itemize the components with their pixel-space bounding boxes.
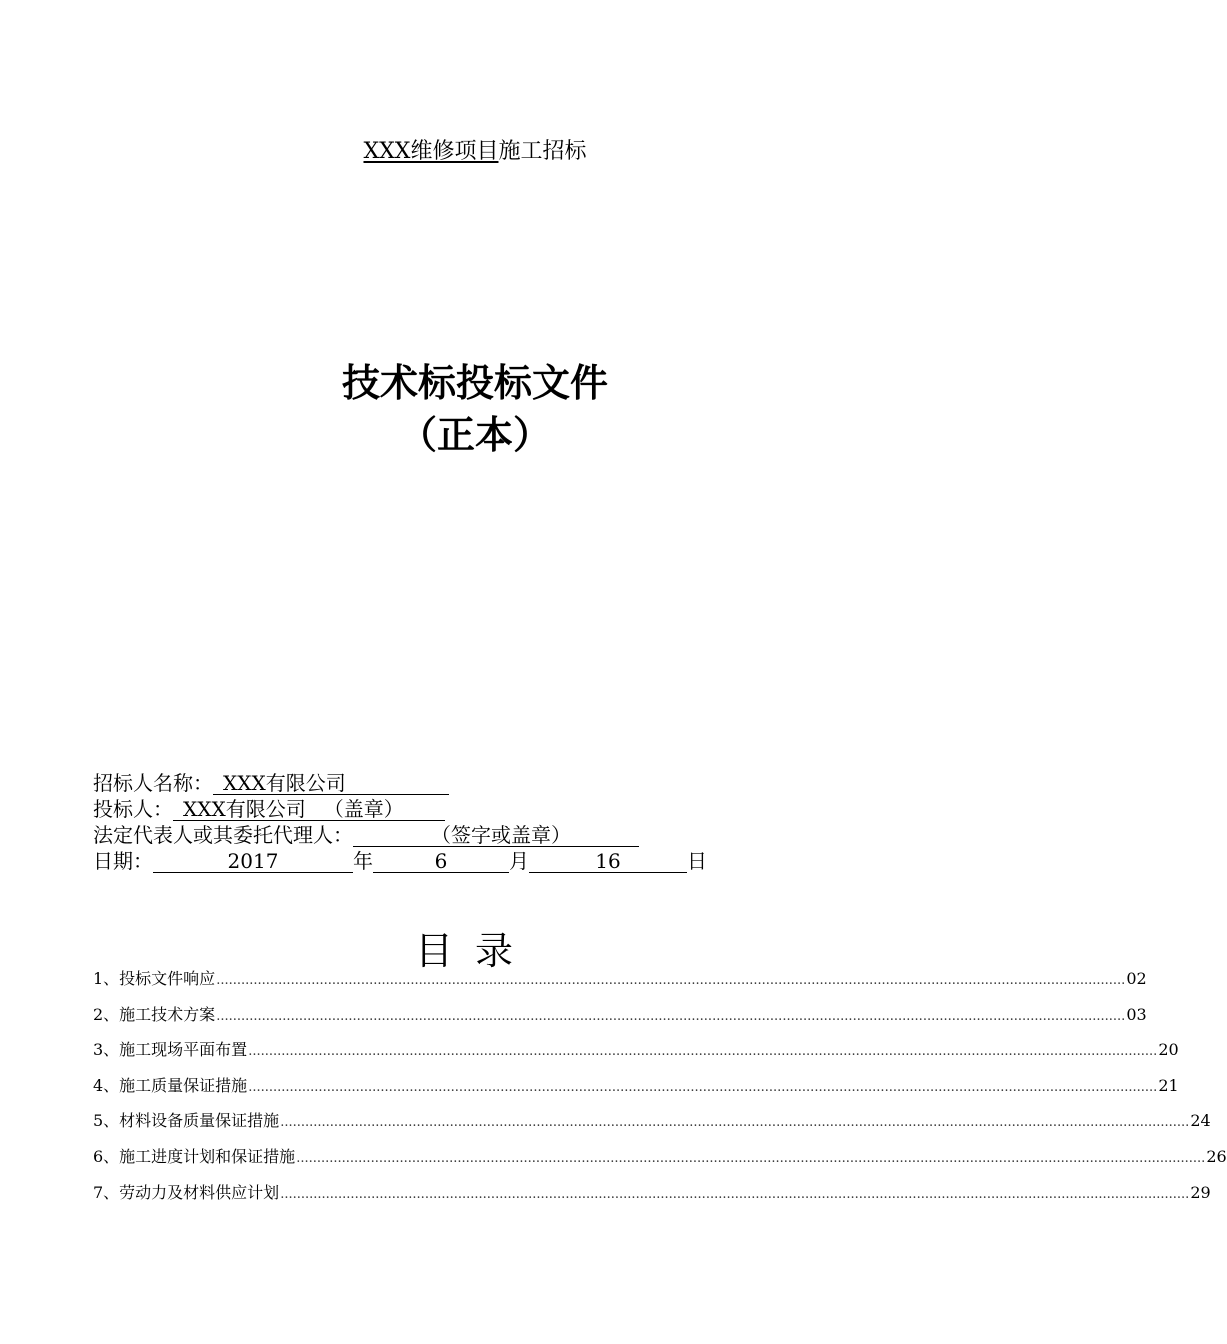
toc-leader-dots: ............................................................................................................................................................................................................................ [216,1008,1126,1024]
toc-item[interactable] [93,966,1147,1002]
representative-field [353,824,639,847]
date-line [93,848,707,874]
year-unit: 年 [353,849,373,873]
toc-item-label: 3、施工现场平面布置 [93,1040,248,1060]
bidder-line [93,796,445,822]
project-name: XXX维修项目 [363,139,499,164]
project-subtitle [0,134,950,165]
toc-item[interactable] [93,1108,1211,1144]
bidder-value: XXX有限公司 [183,797,306,821]
bidder-label: 投标人： [93,797,173,821]
toc-item-label: 1、投标文件响应 [93,969,216,988]
toc-item[interactable] [93,1002,1147,1038]
toc-leader-dots: ............................................................................................................................................................................................................................ [248,1044,1158,1060]
toc-leader-dots: ............................................................................................................................................................................................................................ [248,1079,1158,1095]
month-unit: 月 [509,849,529,873]
bidder-seal-note: （盖章） [323,797,404,821]
toc-title: 目录 [414,929,535,973]
toc-item-label: 2、施工技术方案 [93,1004,216,1024]
project-suffix: 施工招标 [498,139,587,164]
toc-item[interactable] [93,1073,1179,1109]
toc-item-label: 5、材料设备质量保证措施 [93,1111,280,1131]
day-value: 16 [595,849,621,873]
toc-leader-dots: ............................................................................................................................................................................................................................ [216,973,1126,988]
toc-list [93,966,1227,1215]
toc-item-page: 24 [1190,1111,1211,1131]
representative-line [93,822,639,848]
toc-item-page: 21 [1158,1075,1179,1095]
tenderee-value: XXX有限公司 [223,771,346,795]
representative-value: （签字或盖章） [431,823,571,847]
day-unit: 日 [687,849,707,873]
toc-leader-dots: ............................................................................................................................................................................................................................ [280,1115,1190,1131]
day-field [529,850,687,873]
year-value: 2017 [227,849,279,873]
toc-leader-dots: ............................................................................................................................................................................................................................ [280,1186,1190,1202]
copy-type-label: （正本） [398,413,551,457]
document-title: 技术标投标文件 [341,361,608,405]
tenderee-line [93,770,449,796]
tenderee-label: 招标人名称： [93,771,213,795]
tenderee-field [213,772,449,795]
month-field [373,850,509,873]
toc-item[interactable] [93,1037,1179,1073]
toc-item[interactable] [93,1144,1227,1180]
toc-item[interactable] [93,1180,1211,1216]
toc-leader-dots: ............................................................................................................................................................................................................................ [296,1150,1206,1166]
toc-item-page: 02 [1126,969,1147,988]
toc-item-page: 20 [1158,1040,1179,1060]
toc-item-page: 26 [1206,1146,1227,1166]
date-label: 日期： [93,849,153,873]
bidder-field [173,798,445,821]
representative-label: 法定代表人或其委托代理人： [93,823,353,847]
toc-item-label: 6、施工进度计划和保证措施 [93,1146,296,1166]
month-value: 6 [434,849,448,873]
toc-item-label: 7、劳动力及材料供应计划 [93,1182,280,1202]
year-field [153,850,353,873]
toc-item-page: 03 [1126,1004,1147,1024]
toc-item-label: 4、施工质量保证措施 [93,1075,248,1095]
toc-item-page: 29 [1190,1182,1211,1202]
